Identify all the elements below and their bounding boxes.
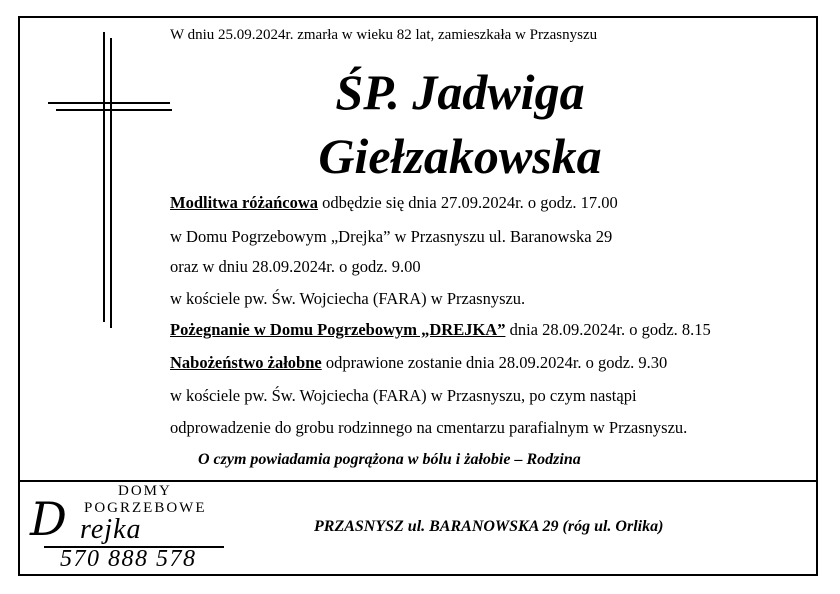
logo-initial: D [30,492,67,546]
logo-name: rejka [80,514,142,545]
logo-phone: 570 888 578 [60,546,197,572]
funeral-home-address: PRZASNYSZ ul. BARANOWSKA 29 (róg ul. Orlika) [314,518,664,535]
body-line: Modlitwa różańcowa odbędzie się dnia 27.09.2024r. o godz. 17.00 [170,193,618,212]
closing-line: O czym powiadamia pogrążona w bólu i żałobie – Rodzina [198,451,581,468]
farewell-heading: Pożegnanie w Domu Pogrzebowym „DREJKA” [170,320,506,339]
body-line: odprowadzenie do grobu rodzinnego na cmentarzu parafialnym w Przasnyszu. [170,418,688,437]
cross-vertical-bar-shadow [110,38,112,328]
funeral-mass-heading: Nabożeństwo żałobne [170,353,322,372]
body-line: w kościele pw. Św. Wojciecha (FARA) w Przasnyszu. [170,289,526,308]
cross-horizontal-bar [48,102,170,104]
deceased-name-line1: ŚP. Jadwiga [335,64,585,120]
body-line: Pożegnanie w Domu Pogrzebowym „DREJKA” dnia 28.09.2024r. o godz. 8.15 [170,320,711,339]
body-line: w kościele pw. Św. Wojciecha (FARA) w Przasnyszu, po czym nastąpi [170,386,637,405]
footer-divider [20,480,816,482]
death-notice-intro: W dniu 25.09.2024r. zmarła w wieku 82 lat, zamieszkała w Przasnyszu [170,27,598,43]
cross-vertical-bar [103,32,105,322]
logo-pogrzebowe: POGRZEBOWE [84,500,207,516]
rosary-heading: Modlitwa różańcowa [170,193,319,212]
deceased-name-line2: Giełzakowska [318,128,602,184]
logo-domy: DOMY [118,483,172,499]
body-line: Nabożeństwo żałobne odprawione zostanie dnia 28.09.2024r. o godz. 9.30 [170,353,668,372]
body-line: oraz w dniu 28.09.2024r. o godz. 9.00 [170,257,421,276]
cross-horizontal-bar-shadow [56,109,172,111]
body-line: w Domu Pogrzebowym „Drejka” w Przasnyszu ul. Baranowska 29 [170,227,613,246]
